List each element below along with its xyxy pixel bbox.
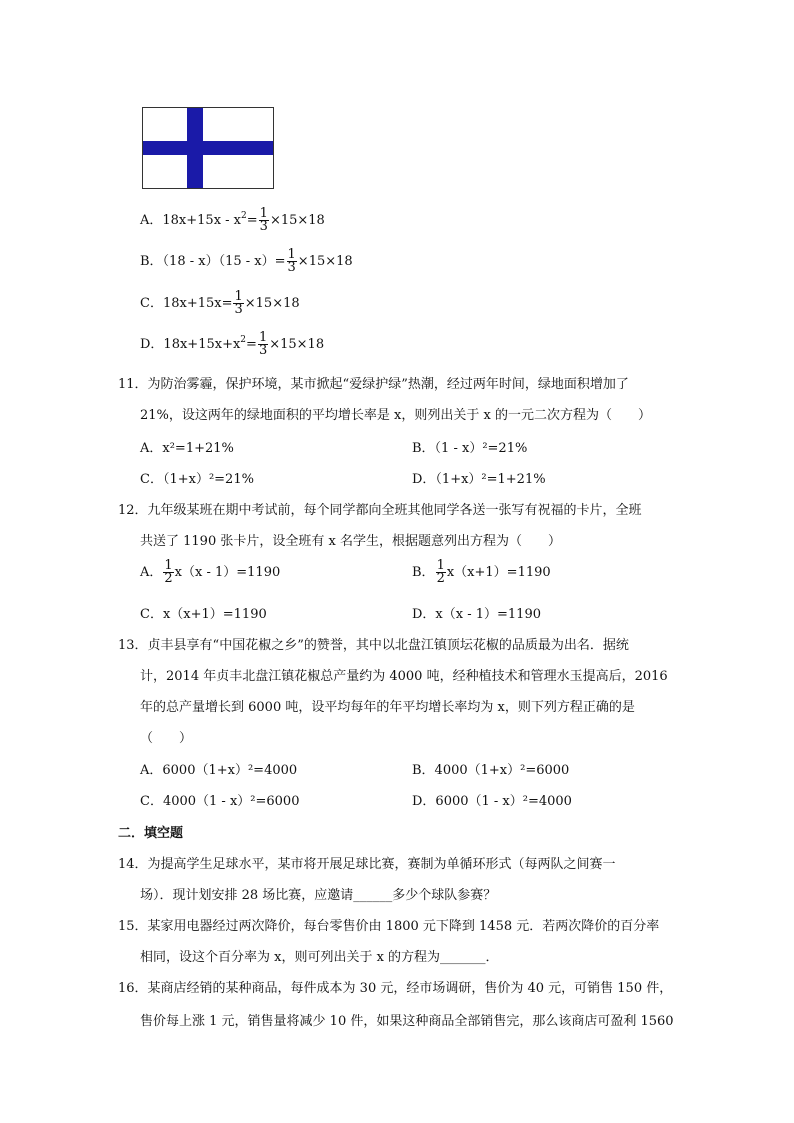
q16-line-1: 16．某商店经销的某种商品，每件成本为 30 元，经市场调研，售价为 40 元，可销售 150 件，: [118, 981, 673, 996]
q12-line-1: 12．九年级某班在期中考试前，每个同学都向全班其他同学各送一张写有祝福的卡片，全班: [118, 503, 642, 518]
q10-option-d: D．$18x+15x+x^2=$ $\frac{1}{3}$ ×15×18: [140, 330, 325, 358]
q13-line-4: （ ）: [140, 731, 193, 746]
flag-horizontal-bar: [143, 141, 273, 155]
q13-option-b: B．4000（1+x）²=6000: [412, 763, 570, 778]
finland-flag-image: [142, 107, 274, 189]
section-heading: 二．填空题: [118, 826, 184, 841]
q10-option-c: C．18x+15x= $\frac{1}{3}$ ×15×18: [140, 289, 300, 317]
q12-option-c: C．x（x+1）=1190: [140, 607, 267, 622]
q12-option-d: D．x（x - 1）=1190: [412, 607, 541, 622]
q12-option-a: A． $\frac{1}{2}$ x（x - 1）=1190: [140, 558, 281, 586]
q11-line-2: 21%，设这两年的绿地面积的平均增长率是 x，则列出关于 x 的一元二次方程为（ ）: [140, 408, 651, 423]
q12-line-2: 共送了 1190 张卡片，设全班有 x 名学生，根据题意列出方程为（ ）: [140, 534, 561, 549]
q11-option-a: A．x²=1+21%: [140, 441, 234, 456]
q10-option-b: B．（18 - x）（15 - x）= $\frac{1}{3}$ ×15×18: [140, 247, 353, 275]
q11-line-1: 11．为防治雾霾，保护环境，某市掀起“爱绿护绿”热潮，经过两年时间，绿地面积增加了: [118, 377, 629, 392]
q11-option-d: D．（1+x）²=1+21%: [412, 472, 546, 487]
fraction: $\frac{1}{3}$: [259, 206, 268, 234]
q13-line-1: 13．贞丰县享有“中国花椒之乡”的赞誉，其中以北盘江镇顶坛花椒的品质最为出名．据统: [118, 638, 629, 653]
q10-option-a: A．$18x+15x - x^2=$ $\frac{1}{3}$ ×15×18: [140, 206, 325, 234]
fraction: $\frac{1}{3}$: [287, 247, 296, 275]
q15-line-1: 15．某家用电器经过两次降价，每台零售价由 1800 元下降到 1458 元．若两次降价的百分率: [118, 919, 660, 934]
q15-line-2: 相同，设这个百分率为 x，则可列出关于 x 的方程为_______．: [140, 950, 499, 965]
q14-line-2: 场）．现计划安排 28 场比赛，应邀请______多少个球队参赛？: [140, 888, 497, 903]
q16-line-2: 售价每上涨 1 元，销售量将减少 10 件，如果这种商品全部销售完，那么该商店可盈利 1560: [140, 1014, 674, 1029]
q13-line-2: 计，2014 年贞丰北盘江镇花椒总产量约为 4000 吨，经种植技术和管理水玉提高后，2016: [140, 669, 668, 684]
q11-option-c: C．（1+x）²=21%: [140, 472, 254, 487]
q13-option-c: C．4000（1 - x）²=6000: [140, 794, 300, 809]
fraction: $\frac{1}{2}$: [436, 558, 445, 586]
q11-option-b: B．（1 - x）²=21%: [412, 441, 528, 456]
q13-line-3: 年的总产量增长到 6000 吨，设平均每年的年平均增长率均为 x，则下列方程正确的是: [140, 700, 635, 715]
q12-option-b: B． $\frac{1}{2}$ x（x+1）=1190: [412, 558, 551, 586]
q13-option-a: A．6000（1+x）²=4000: [140, 763, 298, 778]
flag-vertical-bar: [187, 108, 203, 188]
q14-line-1: 14．为提高学生足球水平，某市将开展足球比赛，赛制为单循环形式（每两队之间赛一: [118, 857, 616, 872]
fraction: $\frac{1}{3}$: [234, 289, 243, 317]
q13-option-d: D．6000（1 - x）²=4000: [412, 794, 572, 809]
fraction: $\frac{1}{2}$: [164, 558, 173, 586]
fraction: $\frac{1}{3}$: [258, 330, 268, 358]
